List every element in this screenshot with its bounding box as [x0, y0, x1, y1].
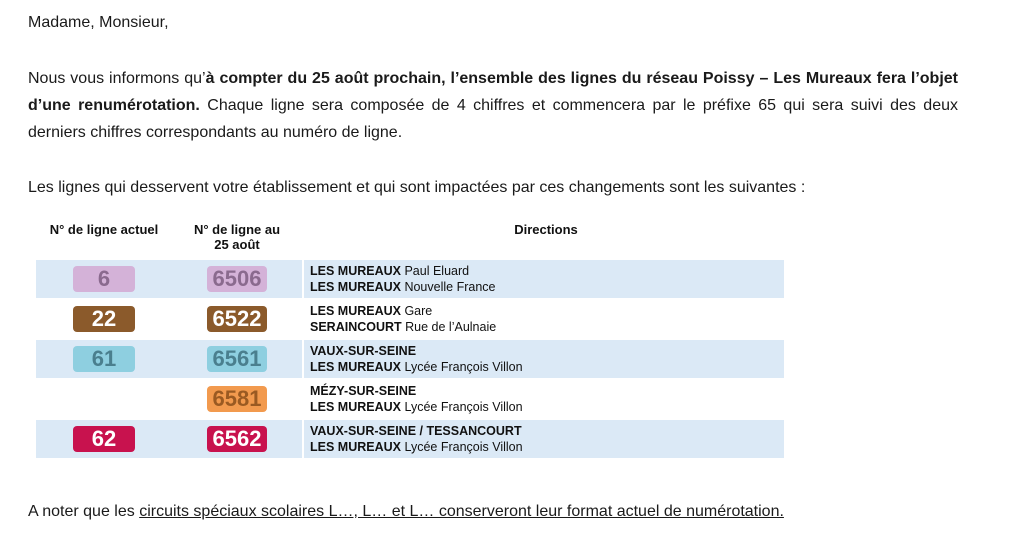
direction-1-place: Gare — [400, 304, 433, 318]
current-line-cell — [36, 420, 172, 458]
current-line-cell — [36, 260, 172, 298]
direction-1 — [310, 383, 784, 399]
direction-1-city: VAUX-SUR-SEINE — [310, 344, 417, 358]
direction-2-city: LES MUREAUX — [310, 400, 401, 414]
new-line-cell — [172, 380, 302, 418]
lead-paragraph: Les lignes qui desservent votre établissement et qui sont impactées par ces changements sont les suivantes : — [28, 179, 806, 196]
current-line-badge: 6 — [73, 266, 135, 292]
direction-2-city: SERAINCOURT — [310, 320, 402, 334]
header-new-line — [172, 220, 302, 258]
header-new-line-2: 25 août — [214, 237, 260, 252]
new-line-cell — [172, 260, 302, 298]
current-line-cell — [36, 380, 172, 418]
note-start: A noter que les — [28, 503, 140, 520]
table-row — [36, 340, 784, 378]
direction-1-place: Paul Eluard — [400, 264, 470, 278]
new-line-badge: 6581 — [207, 386, 267, 412]
direction-2-place: Nouvelle France — [400, 280, 496, 294]
directions-cell — [302, 380, 784, 418]
current-line-badge: 62 — [73, 426, 135, 452]
direction-2 — [310, 319, 784, 335]
direction-2 — [310, 279, 784, 295]
direction-1-city: VAUX-SUR-SEINE / TESSANCOURT — [310, 424, 522, 438]
new-line-badge: 6561 — [207, 346, 267, 372]
table-header-row — [36, 220, 784, 258]
direction-1 — [310, 303, 784, 319]
new-line-badge: 6562 — [207, 426, 267, 452]
intro-paragraph — [28, 65, 958, 146]
direction-2 — [310, 399, 784, 415]
new-line-badge: 6506 — [207, 266, 267, 292]
current-line-badge: 22 — [73, 306, 135, 332]
direction-1-city: LES MUREAUX — [310, 304, 401, 318]
note-underlined: circuits spéciaux scolaires L…, L… et L… conserveront leur format actuel de numérotation. — [139, 503, 784, 520]
direction-1-city: MÉZY-SUR-SEINE — [310, 384, 417, 398]
directions-cell — [302, 420, 784, 458]
greeting: Madame, Monsieur, — [28, 14, 169, 31]
directions-cell — [302, 340, 784, 378]
direction-2-place: Lycée François Villon — [400, 400, 523, 414]
directions-cell — [302, 300, 784, 338]
direction-2 — [310, 359, 784, 375]
header-directions: Directions — [514, 222, 578, 237]
new-line-cell — [172, 300, 302, 338]
intro-start: Nous vous informons qu’ — [28, 70, 206, 87]
new-line-cell — [172, 420, 302, 458]
closing-note — [28, 498, 784, 525]
header-current-line: N° de ligne actuel — [49, 222, 159, 237]
direction-2-city: LES MUREAUX — [310, 360, 401, 374]
direction-2-city: LES MUREAUX — [310, 280, 401, 294]
direction-1 — [310, 263, 784, 279]
table-row — [36, 420, 784, 458]
new-line-badge: 6522 — [207, 306, 267, 332]
direction-1 — [310, 343, 784, 359]
new-line-cell — [172, 340, 302, 378]
current-line-cell — [36, 340, 172, 378]
intro-rest: Chaque ligne sera composée de 4 chiffres et commencera par le préfixe 65 qui sera suivi des deux derniers chiffres correspondants au numéro de ligne. — [28, 97, 958, 141]
table-row — [36, 300, 784, 338]
directions-cell — [302, 260, 784, 298]
direction-2-place: Lycée François Villon — [400, 360, 523, 374]
table-row — [36, 380, 784, 418]
direction-1 — [310, 423, 784, 439]
line-renumbering-table — [36, 218, 784, 460]
direction-2 — [310, 439, 784, 455]
direction-2-place: Lycée François Villon — [400, 440, 523, 454]
direction-2-city: LES MUREAUX — [310, 440, 401, 454]
direction-2-place: Rue de l’Aulnaie — [401, 320, 497, 334]
table-row — [36, 260, 784, 298]
current-line-cell — [36, 300, 172, 338]
direction-1-city: LES MUREAUX — [310, 264, 401, 278]
intro-bold: à compter du 25 août prochain, l’ensemble des lignes du réseau Poissy – Les Mureaux fera l’objet d’une renumérotation. — [28, 70, 959, 114]
header-new-line-1: N° de ligne au — [193, 222, 281, 237]
current-line-badge: 61 — [73, 346, 135, 372]
